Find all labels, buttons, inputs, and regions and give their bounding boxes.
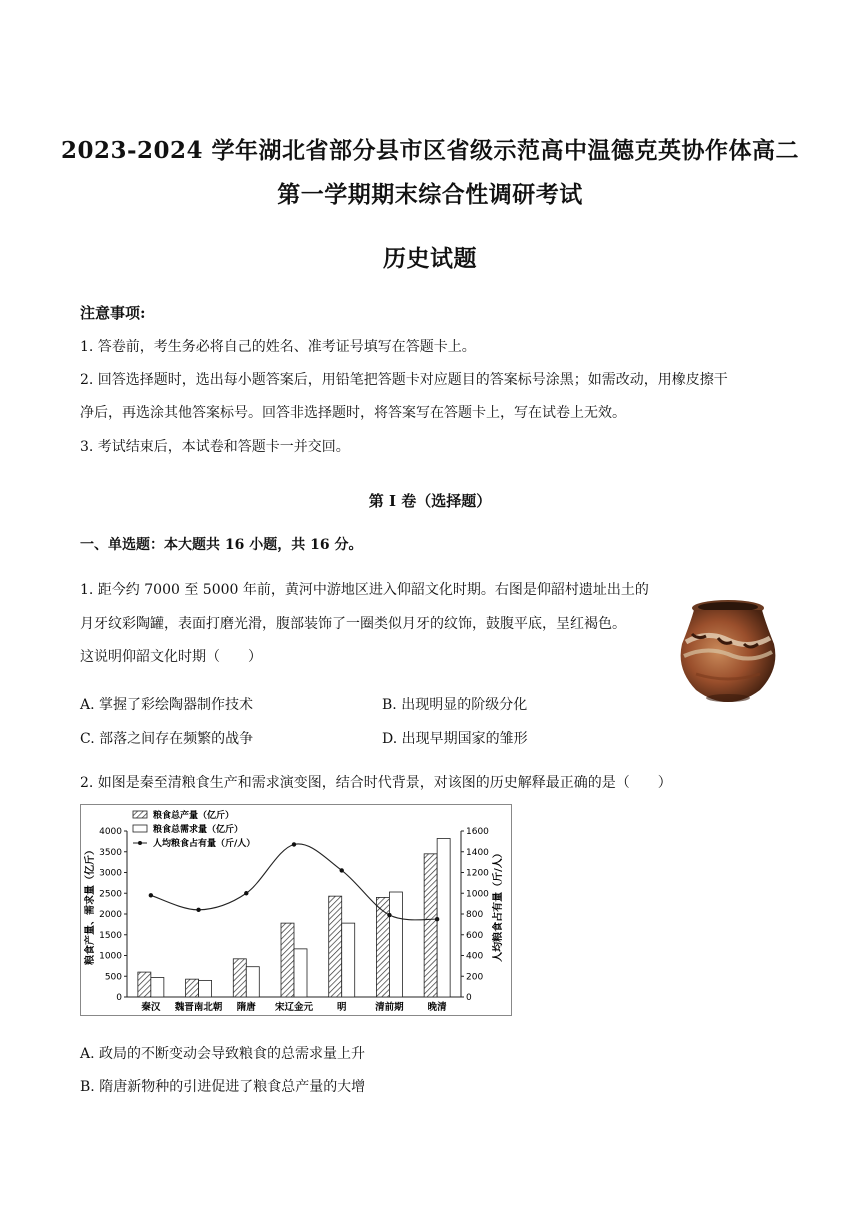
chart-y2tick-label: 800: [466, 910, 484, 920]
q1-stem-line3: 这说明仰韶文化时期（ ）: [80, 649, 262, 665]
chart-ylabel-right: 人均粮食占有量（斤/人）: [493, 848, 504, 962]
bar-demand: [389, 892, 402, 997]
point-per-capita: [387, 913, 391, 917]
notice-item-3: 3. 考试结束后，本试卷和答题卡一并交回。: [80, 439, 350, 455]
bar-demand: [294, 949, 307, 997]
q1-option-c: C. 部落之间存在频繁的战争: [80, 731, 254, 747]
point-per-capita: [244, 891, 248, 895]
exam-subtitle: 历史试题: [383, 245, 477, 272]
chart-ytick-label: 1000: [99, 951, 122, 962]
bar-demand: [151, 977, 164, 997]
notice-item-1: 1. 答卷前，考生务必将自己的姓名、准考证号填写在答题卡上。: [80, 339, 476, 355]
legend-label-demand: 粮食总需求量（亿斤）: [153, 825, 244, 835]
chart-ytick-label: 2000: [99, 910, 122, 920]
chart-y2tick-label: 0: [466, 993, 472, 1003]
chart-y2tick-label: 600: [466, 930, 484, 941]
chart-category-label: 晚清: [427, 1002, 447, 1013]
bar-production: [186, 979, 199, 997]
chart-y2tick-label: 200: [466, 972, 484, 983]
chart-ytick-label: 3000: [99, 868, 122, 879]
point-per-capita: [435, 917, 439, 921]
q2-option-a: A. 政局的不断变动会导致粮食的总需求量上升: [80, 1046, 366, 1062]
notice-heading: 注意事项:: [80, 304, 146, 322]
bar-demand: [437, 838, 450, 997]
chart-ytick-label: 4000: [99, 827, 122, 837]
chart-ylabel-left: 粮食产量、需求量（亿斤）: [85, 845, 96, 965]
chart-category-label: 秦汉: [141, 1002, 161, 1013]
painted-pottery-jar-image: [672, 594, 784, 706]
chart-ytick-label: 3500: [99, 847, 122, 858]
chart-y2tick-label: 1600: [466, 827, 489, 837]
chart-ytick-label: 2500: [99, 889, 122, 900]
point-per-capita: [292, 842, 296, 846]
legend-swatch-per-capita-dot: [138, 841, 142, 845]
chart-category-label: 清前期: [375, 1002, 404, 1013]
q2-option-b: B. 隋唐新物种的引进促进了粮食总产量的大增: [80, 1079, 366, 1095]
bar-demand: [199, 980, 212, 997]
bar-production: [376, 897, 389, 997]
bar-demand: [342, 923, 355, 997]
chart-ytick-label: 1500: [99, 930, 122, 941]
bar-production: [281, 923, 294, 997]
q2-stem: 2. 如图是秦至清粮食生产和需求演变图，结合时代背景，对该图的历史解释最正确的是（ ）: [80, 775, 672, 791]
notice-item-2: 2. 回答选择题时，选出每小题答案后，用铅笔把答题卡对应题目的答案标号涂黑；如需改动，用橡皮擦干: [80, 372, 728, 388]
section-heading: 一、单选题：本大题共 16 小题，共 16 分。: [80, 537, 363, 553]
q1-stem-line1: 1. 距今约 7000 至 5000 年前，黄河中游地区进入仰韶文化时期。右图是仰韶村遗址出土的: [80, 582, 649, 598]
chart-y2tick-label: 400: [466, 951, 484, 962]
chart-category-label: 宋辽金元: [274, 1002, 314, 1013]
bar-production: [233, 959, 246, 997]
q1-option-b: B. 出现明显的阶级分化: [382, 697, 528, 713]
legend-label-production: 粮食总产量（亿斤）: [153, 811, 235, 821]
legend-swatch-production: [133, 811, 147, 818]
chart-y2tick-label: 1400: [466, 847, 489, 858]
chart-category-label: 隋唐: [236, 1002, 256, 1013]
bar-production: [329, 896, 342, 997]
chart-y2tick-label: 1000: [466, 889, 489, 900]
point-per-capita: [149, 893, 153, 897]
legend-label-per-capita: 人均粮食占有量（斤/人）: [153, 839, 256, 849]
grain-chart-svg: [81, 805, 511, 1015]
bar-demand: [246, 967, 259, 997]
grain-chart: [80, 804, 512, 1016]
legend-swatch-demand: [133, 825, 147, 832]
exam-title-line2: 第一学期期末综合性调研考试: [277, 181, 583, 208]
chart-ytick-label: 500: [104, 972, 122, 983]
exam-title-line1: 2023-2024 学年湖北省部分县市区省级示范高中温德克英协作体高二: [60, 137, 800, 164]
q1-stem-line2: 月牙纹彩陶罐，表面打磨光滑，腹部装饰了一圈类似月牙的纹饰，鼓腹平底，呈红褐色。: [80, 616, 626, 632]
chart-y2tick-label: 1200: [466, 868, 489, 879]
bar-production: [138, 972, 151, 997]
notice-item-2-cont: 净后，再选涂其他答案标号。回答非选择题时，将答案写在答题卡上，写在试卷上无效。: [80, 405, 626, 421]
chart-ytick-label: 0: [116, 993, 122, 1003]
chart-category-label: 魏晋南北朝: [174, 1002, 223, 1013]
point-per-capita: [196, 908, 200, 912]
q1-option-a: A. 掌握了彩绘陶器制作技术: [80, 697, 254, 713]
chart-category-label: 明: [336, 1002, 347, 1013]
section-title: 第 I 卷（选择题）: [368, 492, 492, 510]
point-per-capita: [340, 868, 344, 872]
bar-production: [424, 854, 437, 997]
q1-option-d: D. 出现早期国家的雏形: [382, 731, 528, 747]
